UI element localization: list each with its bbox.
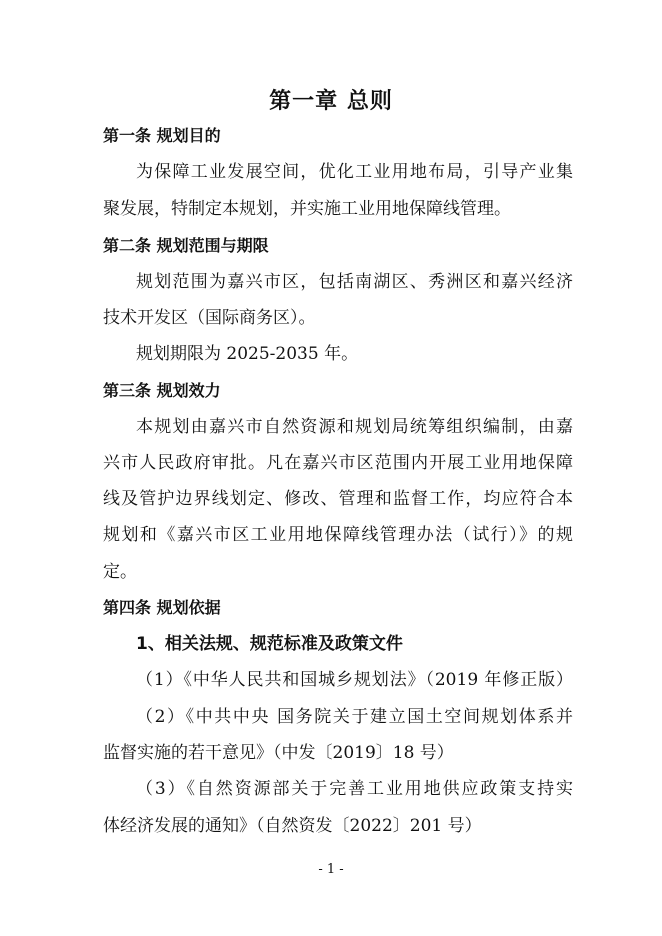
article-4-line-3: 监督实施的若干意见》（中发〔2019〕18 号） [103, 743, 454, 763]
page-number: - 1 - [318, 862, 344, 877]
article-4-line-5: 体经济发展的通知》（自然资发〔2022〕201 号） [103, 816, 482, 836]
article-1-line-2: 聚发展，特制定本规划，并实施工业用地保障线管理。 [103, 199, 511, 219]
article-3-line-4: 规划和《嘉兴市区工业用地保障线管理办法（试行）》的规 [103, 525, 573, 545]
article-3-line-1: 本规划由嘉兴市自然资源和规划局统筹组织编制，由嘉 [136, 417, 573, 437]
article-2-heading: 第二条 规划范围与期限 [103, 236, 269, 255]
article-4-subheading: 1、相关法规、规范标准及政策文件 [136, 634, 403, 654]
article-4-heading: 第四条 规划依据 [103, 598, 221, 617]
article-4-line-1: （1）《中华人民共和国城乡规划法》（2019 年修正版） [136, 670, 573, 690]
article-2-line-2: 技术开发区（国际商务区）。 [103, 308, 316, 328]
article-2-line-3: 规划期限为 2025-2035 年。 [136, 344, 359, 364]
article-2-line-1: 规划范围为嘉兴市区，包括南湖区、秀洲区和嘉兴经济 [136, 272, 573, 292]
article-3-line-5: 定。 [103, 562, 137, 582]
chapter-title: 第一章 总则 [269, 88, 393, 114]
article-3-line-3: 线及管护边界线划定、修改、管理和监督工作，均应符合本 [103, 489, 573, 509]
article-1-heading: 第一条 规划目的 [103, 126, 221, 145]
article-4-line-2: （2）《中共中央 国务院关于建立国土空间规划体系并 [136, 707, 573, 727]
article-3-heading: 第三条 规划效力 [103, 381, 221, 400]
article-1-line-1: 为保障工业发展空间，优化工业用地布局，引导产业集 [136, 162, 573, 182]
article-4-line-4: （3）《自然资源部关于完善工业用地供应政策支持实 [136, 779, 573, 799]
article-3-line-2: 兴市人民政府审批。凡在嘉兴市区范围内开展工业用地保障 [103, 453, 573, 473]
